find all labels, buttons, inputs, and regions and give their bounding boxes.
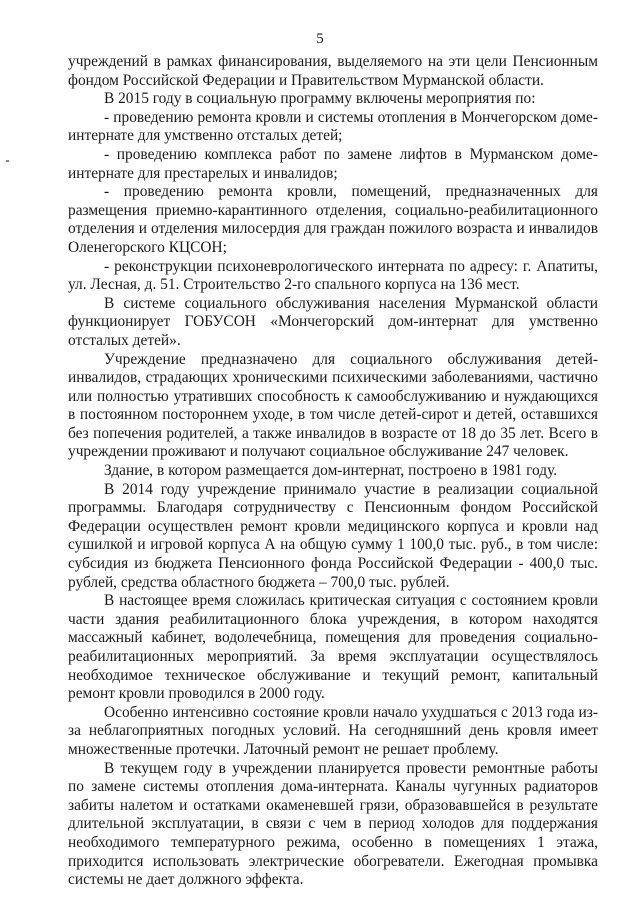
paragraph: В настоящее время сложилась критическая ситуация с состоянием кровли части здания реабилитационного блока учреждения, в котором находятся массажный кабинет, водолечебница, помещения для проведения социально-реабилитационных мероприятий. За время эксплуатации осуществлялось необходимое техническое обслуживание и текущий ремонт, капитальный ремонт кровли проводился в 2000 году.: [68, 592, 598, 703]
paragraph: В 2015 году в социальную программу включены мероприятия по:: [104, 90, 536, 108]
paragraph: В системе социального обслуживания населения Мурманской области функционирует ГОБУСОН «Мончегорский дом-интернат для умственно отсталых детей».: [68, 294, 598, 349]
paragraph: Учреждение предназначено для социального обслуживания детей-инвалидов, страдающих хроническими психическими заболеваниями, частично или полностью утративших способность к самообслуживанию и нуждающихся в постоянном постороннем уходе, в том числе детей-сирот и детей, оставшихся без попечения родителей, а также инвалидов в возрасте от 18 до 35 лет. Всего в учреждении проживают и получают социальное обслуживание 247 человек.: [68, 350, 598, 461]
paragraph: учреждений в рамках финансирования, выделяемого на эти цели Пенсионным фондом Российской Федерации и Правительством Мурманской области.: [68, 53, 598, 89]
list-item: - проведению ремонта кровли и системы отопления в Мончегорском доме-интернате для умственно отсталых детей;: [68, 108, 598, 145]
paragraph: Здание, в котором размещается дом-интернат, построено в 1981 году.: [104, 462, 558, 480]
paragraph: В текущем году в учреждении планируется провести ремонтные работы по замене системы отопления дома-интерната. Каналы чугунных радиаторов забиты налетом и остатками окаменевшей грязи, образовавшейся в результате длительной эксплуатации, в связи с чем в период холодов для поддержания необходимого температурного режима, особенно в помещениях 1 этажа, приходится использовать электрические обогреватели. Ежегодная промывка системы не дает должного эффекта.: [68, 759, 598, 889]
paragraph: В 2014 году учреждение принимало участие в реализации социальной программы. Благодаря сотрудничеству с Пенсионным фондом Российской Федерации осуществлен ремонт кровли медицинского корпуса и кровли над сушилкой и игровой корпуса А на общую сумму 1 100,0 тыс. руб., в том числе: субсидия из бюджета Пенсионного фонда Российской Федерации - 400,0 тыс. рублей, средства областного бюджета – 700,0 тыс. рублей.: [68, 480, 598, 591]
page-number: 5: [316, 31, 324, 47]
paragraph: Особенно интенсивно состояние кровли начало ухудшаться с 2013 года из-за неблагоприятных погодных условий. На сегодняшний день кровля имеет множественные протечки. Латочный ремонт не решает проблему.: [68, 703, 598, 758]
list-item: - реконструкции психоневрологического интерната по адресу: г. Апатиты, ул. Лесная, д. 51. Строительство 2-го спального корпуса на 136 мест.: [68, 257, 598, 294]
list-item: - проведению комплекса работ по замене лифтов в Мурманском доме-интернате для престарелых и инвалидов;: [68, 145, 598, 182]
list-item: - проведению ремонта кровли, помещений, предназначенных для размещения приемно-карантинного отделения, социально-реабилитационного отделения и отделения милосердия для граждан пожилого возраста и инвалидов Оленегорского КЦСОН;: [68, 183, 598, 256]
scan-mark: [6, 160, 9, 162]
document-body: [68, 53, 598, 890]
